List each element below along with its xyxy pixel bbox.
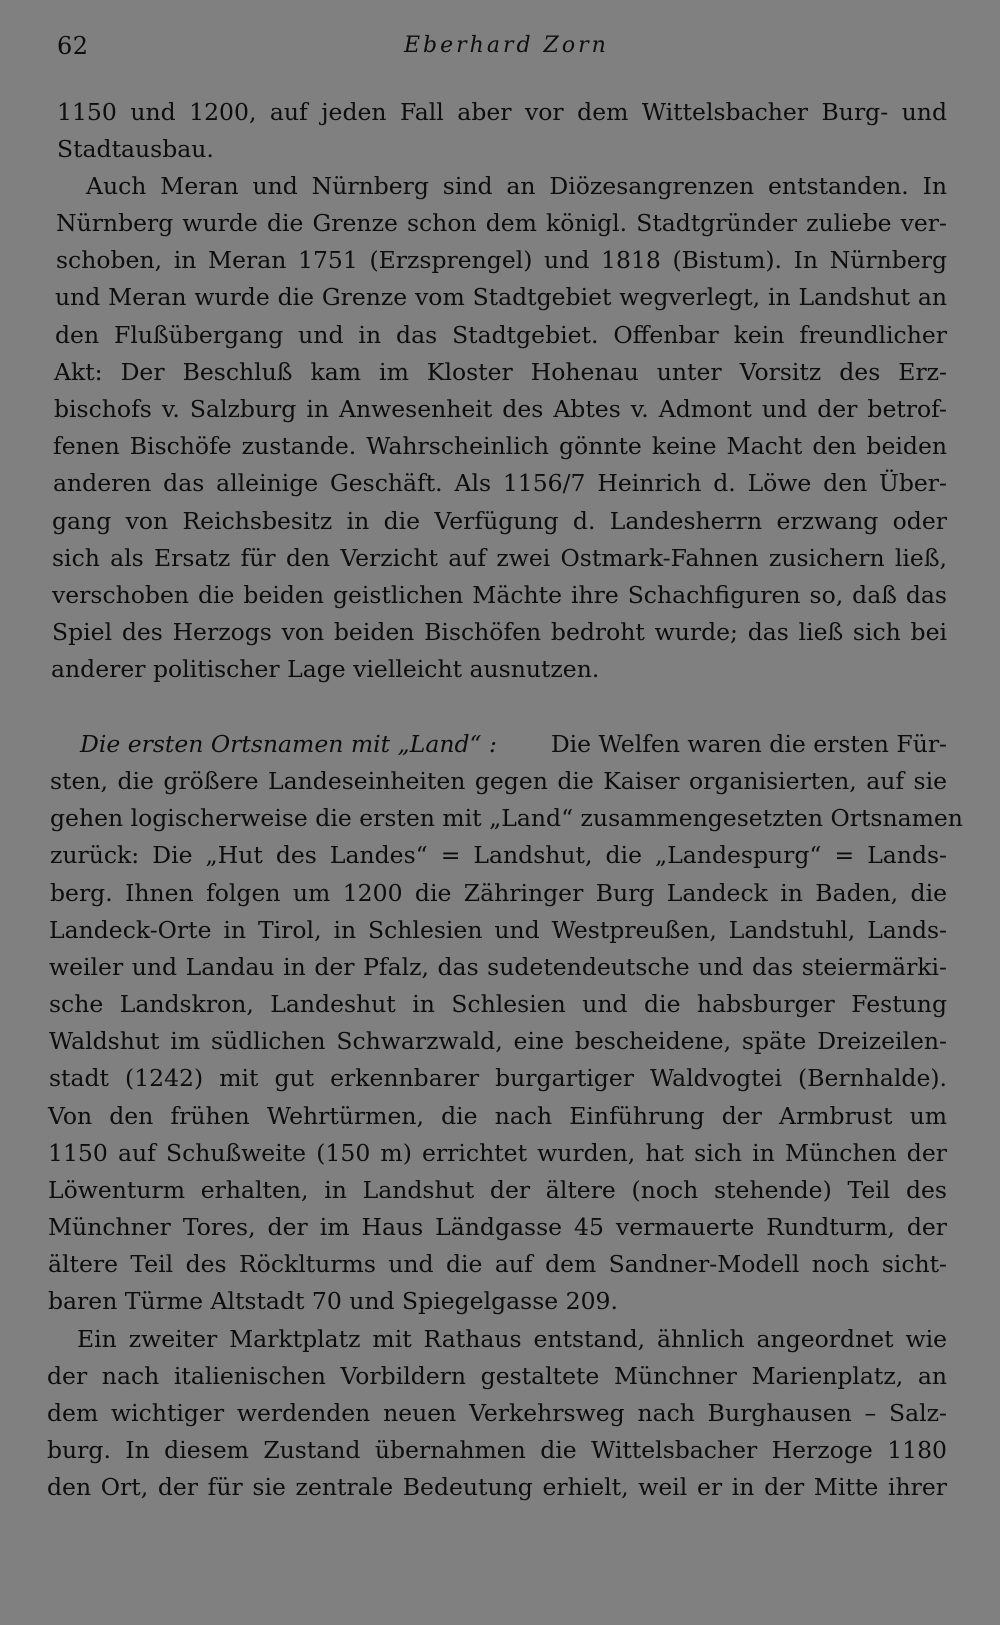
running-head: Eberhard Zorn — [404, 33, 609, 58]
text-line: baren Türme Altstadt 70 und Spiegelgasse 209. — [48, 1287, 618, 1315]
text-line: berg. Ihnen folgen um 1200 die Zähringer Burg Landeck in Baden, die — [50, 879, 947, 907]
text-line: Auch Meran und Nürnberg sind an Diözesangrenzen entstanden. In — [86, 172, 947, 200]
text-line: zurück: Die „Hut des Landes“ = Landshut, die „Landespurg“ = Lands- — [50, 841, 947, 869]
text-line: Ein zweiter Marktplatz mit Rathaus entstand, ähnlich angeordnet wie — [77, 1325, 947, 1353]
text-line: der nach italienischen Vorbildern gestaltete Münchner Marienplatz, an — [47, 1362, 947, 1390]
text-line: Stadtausbau. — [57, 135, 214, 163]
text-line: weiler und Landau in der Pfalz, das sudetendeutsche und das steiermärki- — [49, 953, 947, 981]
text-line: sten, die größere Landeseinheiten gegen die Kaiser organisierten, auf sie — [50, 767, 947, 795]
text-line: anderer politischer Lage vielleicht ausnutzen. — [51, 655, 600, 683]
text-line: gehen logischerweise die ersten mit „Land“ zusammengesetzten Ortsnamen — [50, 804, 963, 832]
text-line: und Meran wurde die Grenze vom Stadtgebiet wegverlegt, in Landshut an — [55, 283, 947, 311]
text-line: gang von Reichsbesitz in die Verfügung d. Landesherrn erzwang oder — [52, 507, 947, 535]
text-line: dem wichtiger werdenden neuen Verkehrsweg nach Burghausen – Salz- — [47, 1399, 947, 1427]
text-line: sche Landskron, Landeshut in Schlesien und die habsburger Festung — [49, 990, 947, 1018]
text-line: 1150 auf Schußweite (150 m) errichtet wurden, hat sich in München der — [48, 1139, 947, 1167]
text-line: schoben, in Meran 1751 (Erzsprengel) und 1818 (Bistum). In Nürnberg — [56, 246, 947, 274]
text-line: Nürnberg wurde die Grenze schon dem königl. Stadtgründer zuliebe ver- — [56, 209, 947, 237]
text-line: burg. In diesem Zustand übernahmen die Wittelsbacher Herzoge 1180 — [47, 1436, 947, 1464]
text-line: Münchner Tores, der im Haus Ländgasse 45 vermauerte Rundturm, der — [48, 1213, 947, 1241]
text-line: verschoben die beiden geistlichen Mächte ihre Schachfiguren so, daß das — [52, 581, 947, 609]
text-line: Waldshut im südlichen Schwarzwald, eine bescheidene, späte Dreizeilen- — [49, 1027, 947, 1055]
text-line: ältere Teil des Röcklturms und die auf dem Sandner-Modell noch sicht- — [48, 1250, 947, 1278]
text-line: den Ort, der für sie zentrale Bedeutung erhielt, weil er in der Mitte ihrer — [47, 1473, 947, 1501]
text-line: den Flußübergang und in das Stadtgebiet. Offenbar kein freundlicher — [55, 321, 947, 349]
section-heading: Die ersten Ortsnamen mit „Land“ : — [80, 730, 497, 758]
text-line: Landeck-Orte in Tirol, in Schlesien und Westpreußen, Landstuhl, Lands- — [49, 916, 947, 944]
text-line: fenen Bischöfe zustande. Wahrscheinlich gönnte keine Macht den beiden — [53, 432, 947, 460]
page-number: 62 — [57, 32, 89, 60]
text-line: stadt (1242) mit gut erkennbarer burgartiger Waldvogtei (Bernhalde). — [49, 1064, 947, 1092]
text-line: Spiel des Herzogs von beiden Bischöfen bedroht wurde; das ließ sich bei — [52, 618, 947, 646]
text-line: Akt: Der Beschluß kam im Kloster Hohenau unter Vorsitz des Erz- — [54, 358, 947, 386]
text-line-rest: Die Welfen waren die ersten Für- — [543, 730, 947, 758]
text-line: bischofs v. Salzburg in Anwesenheit des Abtes v. Admont und der betrof- — [54, 395, 947, 423]
text-line: Löwenturm erhalten, in Landshut der ältere (noch stehende) Teil des — [48, 1176, 947, 1204]
text-line: sich als Ersatz für den Verzicht auf zwei Ostmark-Fahnen zusichern ließ, — [52, 544, 947, 572]
text-line: Von den frühen Wehrtürmen, die nach Einführung der Armbrust um — [48, 1102, 947, 1130]
text-line: anderen das alleinige Geschäft. Als 1156/7 Heinrich d. Löwe den Über- — [53, 469, 947, 497]
text-line: 1150 und 1200, auf jeden Fall aber vor dem Wittelsbacher Burg- und — [57, 98, 947, 126]
text-line — [80, 726, 947, 763]
